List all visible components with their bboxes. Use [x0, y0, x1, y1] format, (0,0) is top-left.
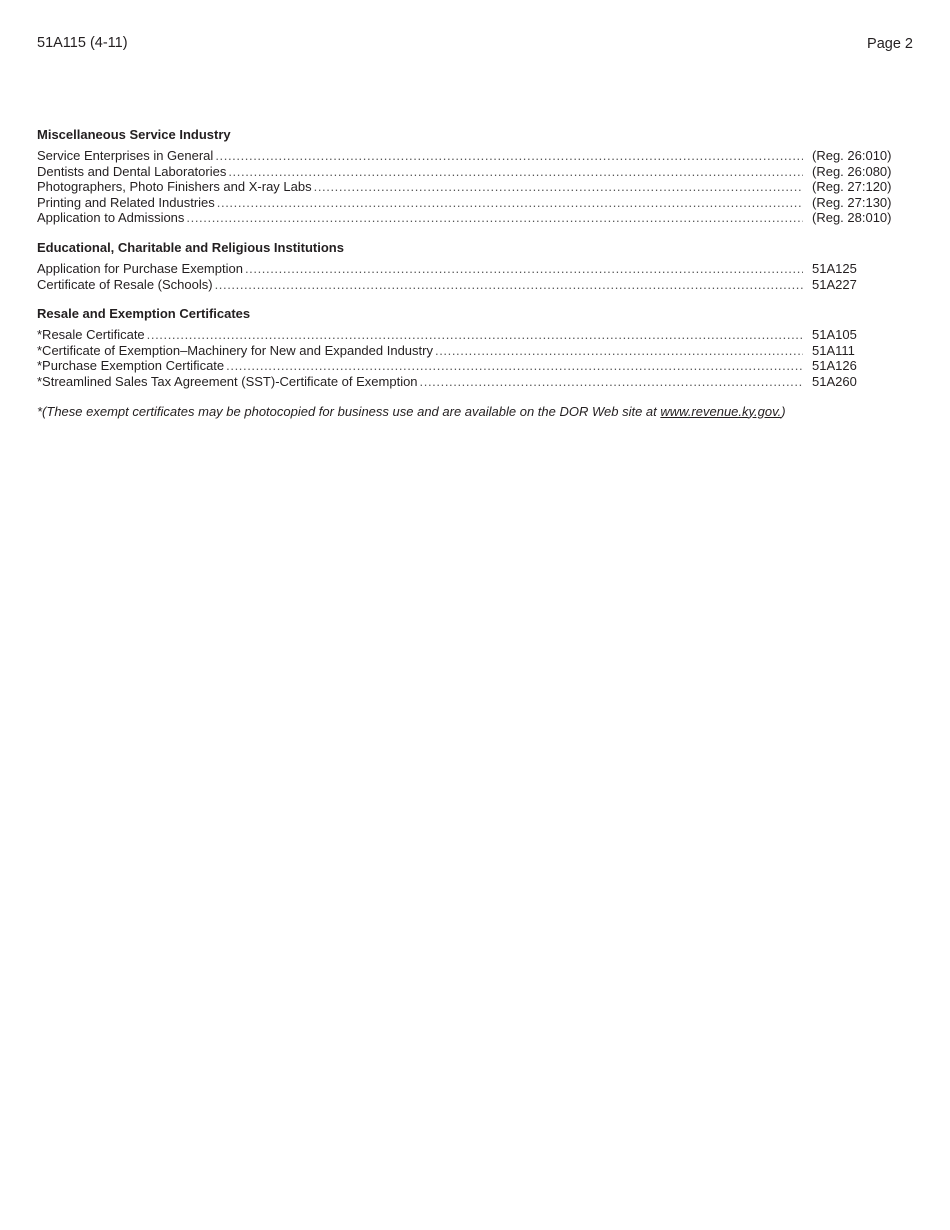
item-reference: 51A111 — [812, 342, 855, 358]
list-item — [37, 148, 907, 164]
item-reference: (Reg. 27:120) — [812, 179, 892, 195]
item-reference: (Reg. 26:010) — [812, 148, 892, 163]
dot-leader — [314, 179, 803, 195]
list-item — [37, 164, 907, 180]
dot-leader — [420, 374, 803, 390]
list-item — [37, 343, 907, 359]
list-item — [37, 277, 907, 293]
item-reference: 51A126 — [812, 358, 857, 374]
item-label: Application for Purchase Exemption — [37, 260, 243, 276]
dot-leader — [435, 343, 803, 359]
document-content — [37, 126, 907, 420]
item-reference: 51A125 — [812, 260, 857, 276]
item-label: Printing and Related Industries — [37, 194, 215, 210]
list-item — [37, 327, 907, 343]
footnote — [37, 403, 907, 420]
item-label: *Purchase Exemption Certificate — [37, 358, 225, 374]
revenue-website-link[interactable]: www.revenue.ky.gov. — [660, 403, 782, 419]
dot-leader — [147, 327, 803, 343]
item-reference: (Reg. 27:130) — [812, 194, 892, 210]
item-label: Dentists and Dental Laboratories — [37, 163, 227, 179]
item-reference: (Reg. 26:080) — [812, 163, 892, 179]
footnote-text: *(These exempt certificates may be photocopied for business use and are available on the DOR Web site at — [37, 403, 661, 419]
dot-leader — [186, 210, 803, 226]
item-label: Application to Admissions — [37, 210, 185, 226]
item-reference: 51A260 — [812, 373, 857, 389]
section-resale-exemption — [37, 305, 907, 389]
dot-leader — [245, 261, 803, 277]
item-label: *Streamlined Sales Tax Agreement (SST)-Certificate of Exemption — [37, 373, 418, 389]
section-misc-service — [37, 126, 907, 226]
section-title: Resale and Exemption Certificates — [37, 306, 251, 322]
footnote-suffix: ) — [781, 403, 786, 419]
dot-leader — [215, 148, 803, 164]
list-item — [37, 358, 907, 374]
form-number: 51A115 (4-11) — [37, 35, 128, 51]
item-label: Photographers, Photo Finishers and X-ray Labs — [37, 179, 312, 195]
item-label: Certificate of Resale (Schools) — [37, 276, 213, 292]
list-item — [37, 210, 907, 226]
section-title: Educational, Charitable and Religious Institutions — [37, 239, 344, 255]
item-label: *Certificate of Exemption–Machinery for New and Expanded Industry — [37, 342, 433, 358]
item-reference: 51A227 — [812, 276, 857, 292]
dot-leader — [217, 195, 803, 211]
section-educational-institutions — [37, 239, 907, 292]
list-item — [37, 261, 907, 277]
list-item — [37, 179, 907, 195]
section-title: Miscellaneous Service Industry — [37, 127, 231, 142]
list-item — [37, 195, 907, 211]
page-number: Page 2 — [867, 36, 913, 52]
item-label: Service Enterprises in General — [37, 148, 214, 163]
dot-leader — [228, 164, 803, 180]
list-item — [37, 374, 907, 390]
dot-leader — [226, 358, 803, 374]
item-label: *Resale Certificate — [37, 327, 145, 343]
item-reference: 51A105 — [812, 327, 857, 343]
dot-leader — [215, 277, 803, 293]
item-reference: (Reg. 28:010) — [812, 210, 892, 226]
